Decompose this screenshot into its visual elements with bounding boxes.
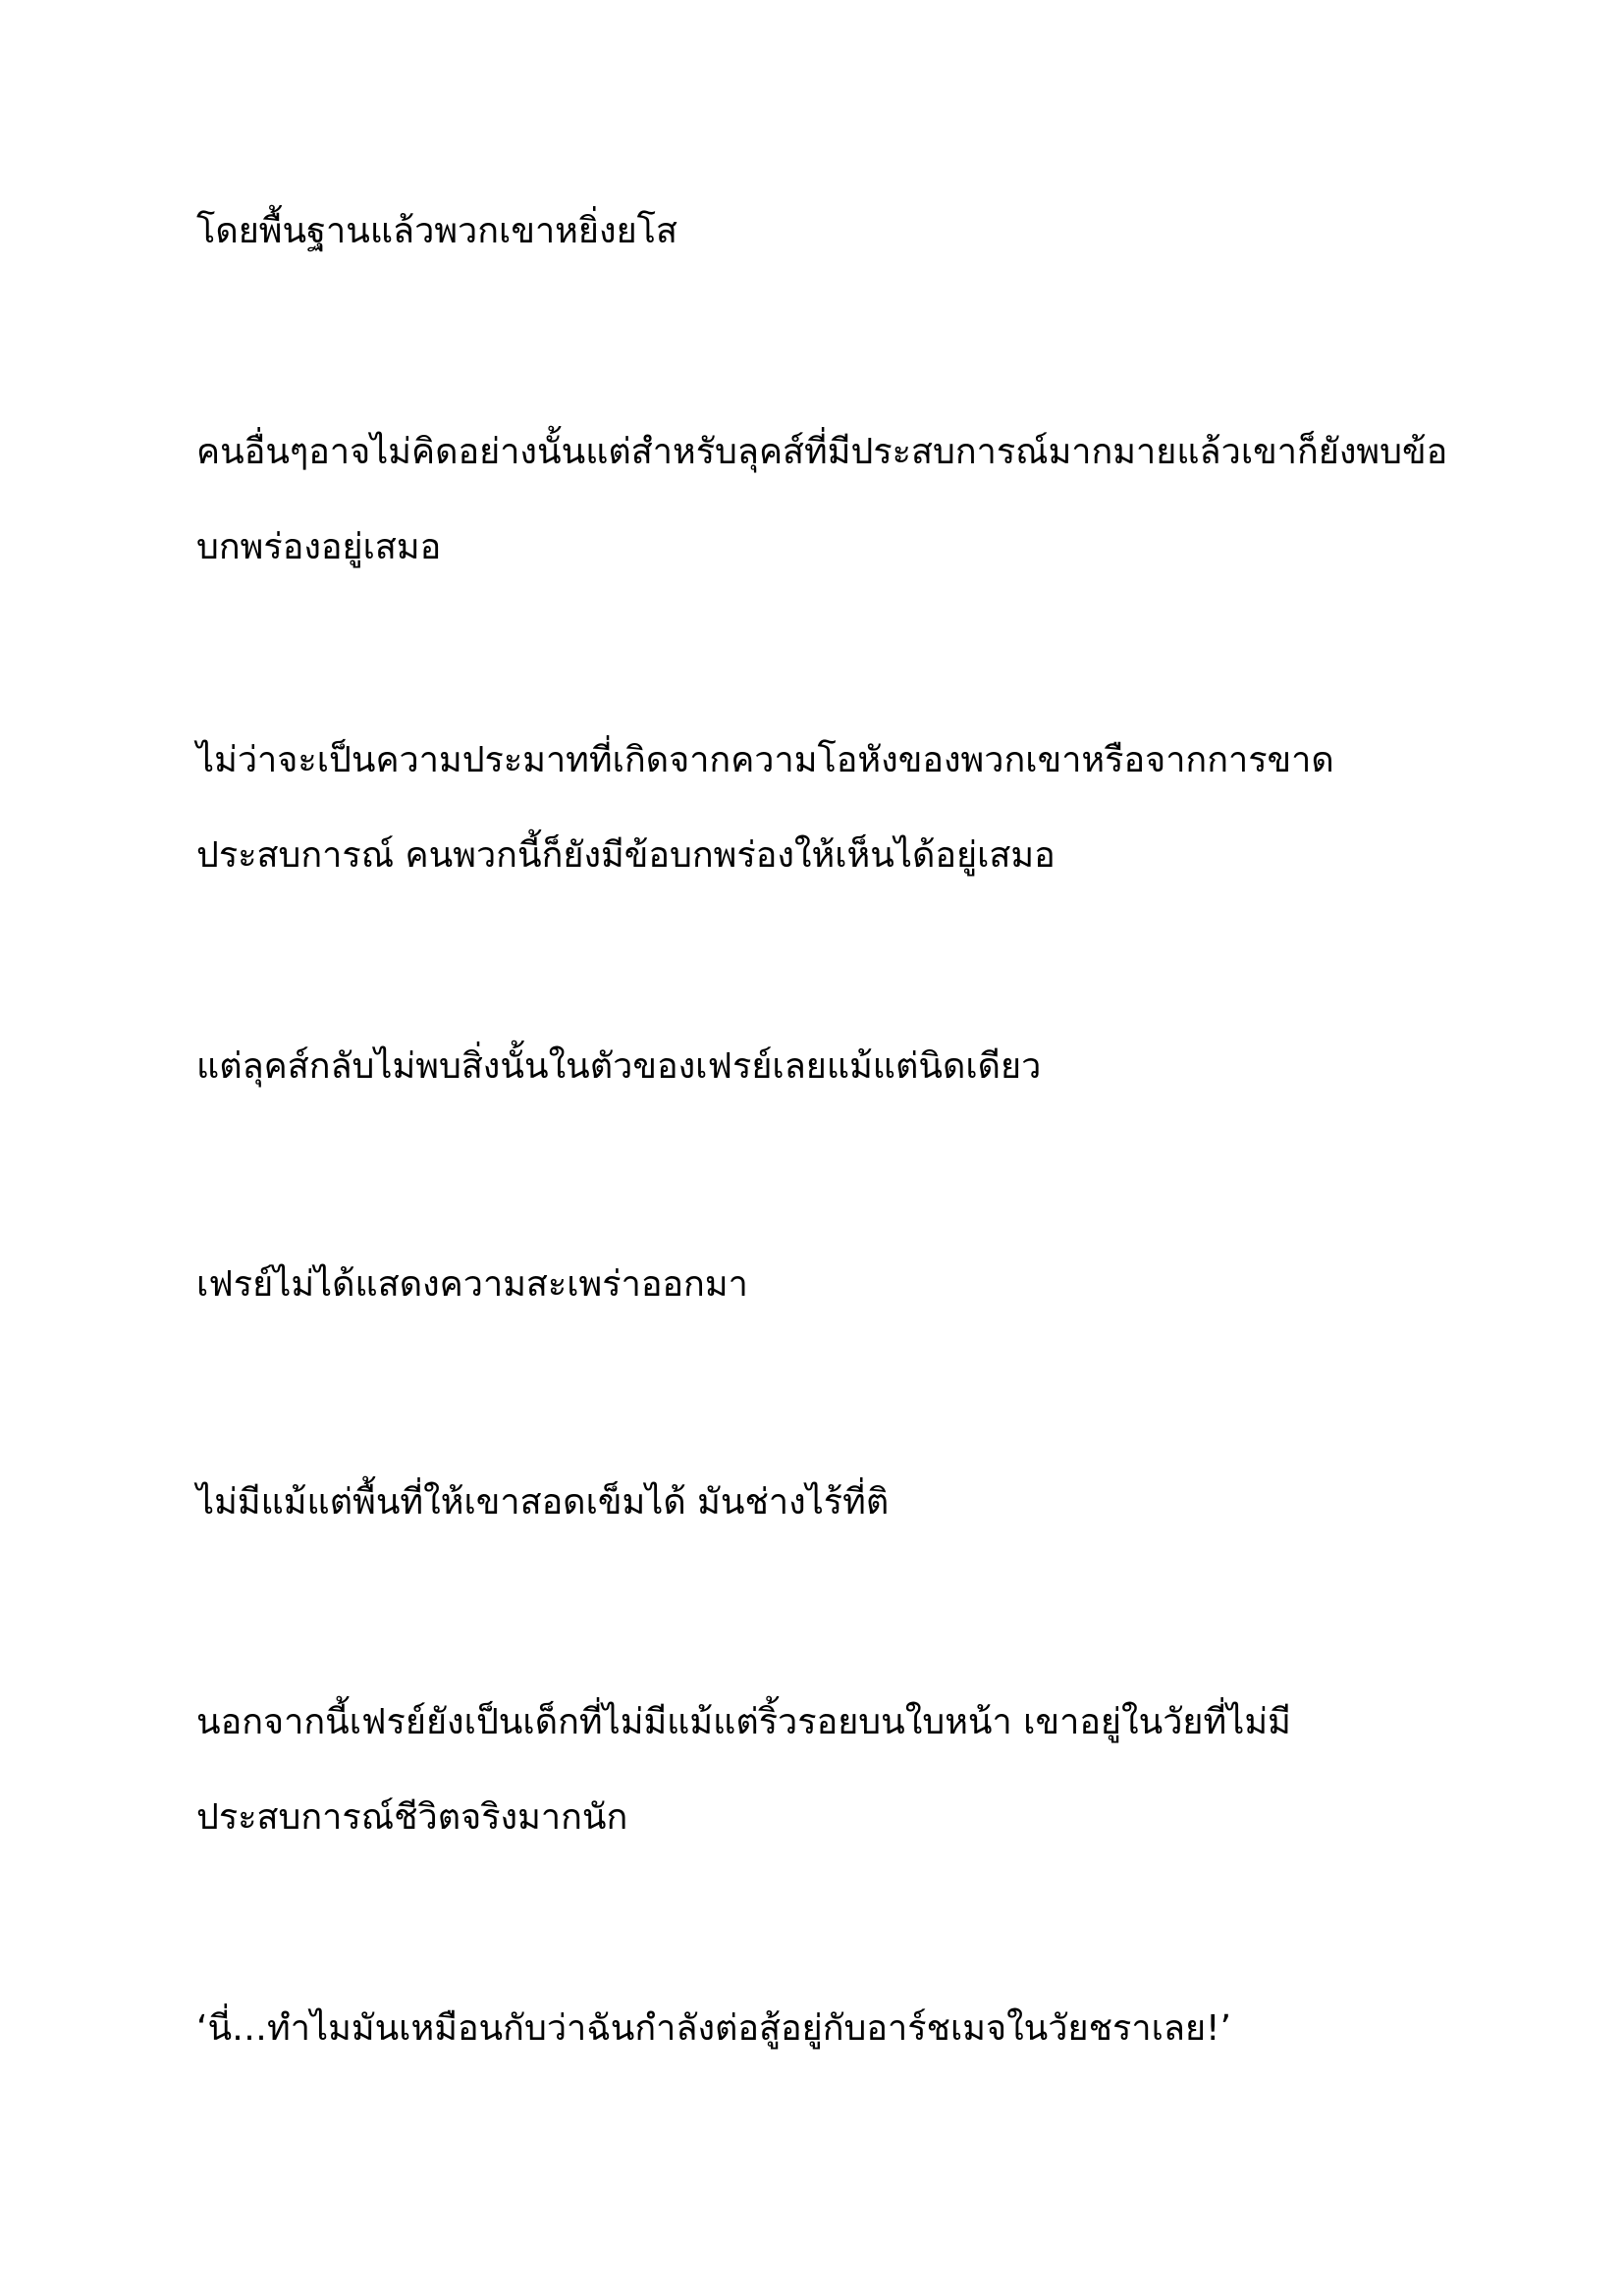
quote-paragraph: ‘นี่…ทำไมมันเหมือนกับว่าฉันกำลังต่อสู้อยู่กับอาร์ชเมจในวัยชราเลย!’ <box>196 2008 1231 2049</box>
paragraph: โดยพื้นฐานแล้วพวกเขาหยิ่งยโส <box>196 211 677 251</box>
paragraph: นอกจากนี้เฟรย์ยังเป็นเด็กที่ไม่มีแม้แต่ริ้วรอยบนใบหน้า เขาอยู่ในวัยที่ไม่มีประสบการณ์ชีวิตจริงมากนัก <box>196 1702 1291 1838</box>
paragraph: ไม่ว่าจะเป็นความประมาทที่เกิดจากความโอหังของพวกเขาหรือจากการขาดประสบการณ์ คนพวกนี้ก็ยังมีข้อบกพร่องให้เห็นได้อยู่เสมอ <box>196 740 1334 876</box>
paragraph: ไม่มีแม้แต่พื้นที่ให้เขาสอดเข็มได้ มันช่างไร้ที่ติ <box>196 1482 890 1522</box>
paragraph: เฟรย์ไม่ได้แสดงความสะเพร่าออกมา <box>196 1264 748 1305</box>
paragraph: คนอื่นๆอาจไม่คิดอย่างนั้นแต่สำหรับลุคส์ที่มีประสบการณ์มากมายแล้วเขาก็ยังพบข้อบกพร่องอยู่เสมอ <box>196 432 1448 567</box>
paragraph: แต่ลุคส์กลับไม่พบสิ่งนั้นในตัวของเฟรย์เลยแม้แต่นิดเดียว <box>196 1046 1042 1087</box>
